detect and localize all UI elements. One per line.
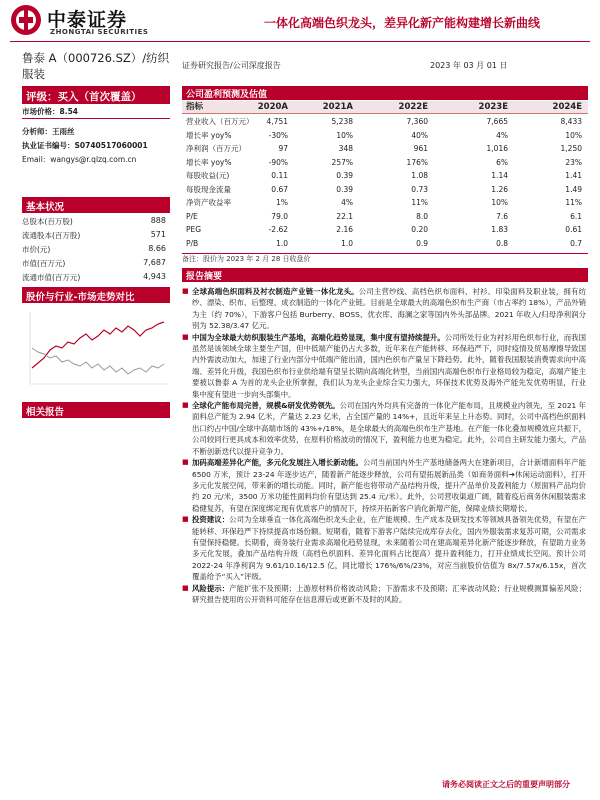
index-line: [32, 348, 164, 374]
bullet-lead: 投资建议：: [192, 515, 230, 525]
bullet-text: 公司当前国内外生产基地储备两大在建新项目，合计新增面料年产能 6500 万米，预计 23-24 年逐步达产，随着新产能逐步释放，公司有望拓展新品类（如商务面料➔休闲运动面料），打开多元化发展空间，带来新的增长动能。同时，新产能也将带动产品结构升级，提升产品单价及盈利能力（原面料产品均价约 20 元/米，3500 万米功能性面料均价有望达到 25.4 元/米）。此外，公司营收渠道广阔，随着疫后商务休闲服装需求稳健复苏，有望在深度绑定现有优质客户的情况下，持续开拓新客户消化新增产能，保障业绩长期增长。: [192, 458, 586, 513]
company-logo: [10, 4, 200, 38]
table-cell: 1%: [276, 198, 288, 207]
stock-price-line: [32, 322, 164, 368]
table-cell: 6%: [496, 157, 508, 167]
report-headline: 一体化高端色织龙头，差异化新产能构建增长新曲线: [263, 16, 540, 30]
table-cell: 11%: [565, 198, 582, 207]
basic-row: [22, 244, 170, 255]
table-row: [182, 157, 588, 168]
row-label: 净资产收益率: [186, 198, 231, 207]
header-cell: 指标: [186, 102, 204, 112]
table-cell: 4,751: [266, 117, 288, 126]
row-label: 增长率 yoy%: [186, 157, 232, 167]
table-cell: 1.26: [491, 184, 508, 194]
summary-bullet: [182, 332, 586, 400]
table-cell: 11%: [411, 198, 428, 207]
table-cell: 2.16: [336, 225, 353, 234]
table-row: [182, 211, 588, 222]
table-cell: 0.7: [570, 238, 582, 248]
basic-row: [22, 230, 170, 241]
logo-text-en: ZHONGTAI SECURITIES: [50, 28, 149, 36]
sidebar: [22, 50, 170, 418]
row-label: 净利润（百万元）: [186, 144, 246, 153]
table-cell: 1.14: [491, 171, 508, 180]
table-cell: 6.1: [570, 211, 582, 221]
table-cell: 0.11: [271, 171, 288, 180]
table-cell: 0.67: [271, 184, 288, 194]
table-cell: 257%: [331, 157, 353, 167]
table-cell: 8,433: [560, 117, 582, 126]
row-label: P/E: [186, 211, 198, 221]
bullet-lead: 全球化产能布局完善，规模&研发优势领先。: [192, 401, 340, 411]
basic-label: 流通股本(百万股): [22, 231, 81, 240]
table-cell: 176%: [406, 157, 428, 167]
table-cell: 10%: [565, 130, 582, 140]
bullet-text: 公司在国内外均具有完备的一体化产能布局，且规模业内领先，至 2021 年面料总产能为 2.94 亿米，产量达 2.23 亿米，占全国产量的 14%+，且近年来呈上升态势。同时，公司中高档色织面料出口约占中国/全球中高端市场的 43%+/18%，是全球最大的高端色织布生产基地。在产能一体化叠加规模效应共振下，公司较同行更具成本和效率优势，在原料价格波动的情况下，盈利能力也更为稳定。此外，公司自主研发能力强大，产品不断创新迭代以提升竞争力。: [192, 401, 587, 456]
row-label: 每股现金流量: [186, 184, 231, 194]
basic-label: 总股本(百万股): [22, 217, 73, 226]
basic-label: 市价(元): [22, 245, 51, 254]
summary-bullet: [182, 583, 586, 606]
forecast-table-header: [182, 101, 588, 114]
related-reports-title: 相关报告: [22, 402, 170, 418]
table-cell: 0.73: [411, 184, 428, 194]
header-cell: 2022E: [398, 102, 428, 112]
table-cell: 0.39: [336, 171, 353, 180]
table-cell: 7,665: [486, 117, 508, 126]
basic-row: [22, 258, 170, 269]
basic-value: 571: [150, 230, 166, 239]
table-cell: 348: [338, 144, 353, 153]
table-cell: 0.39: [336, 184, 353, 194]
table-cell: 1,016: [486, 144, 508, 153]
header-cell: 2021A: [322, 102, 353, 112]
document-type: 证券研究报告/公司深度报告: [182, 61, 281, 70]
table-row: [182, 170, 588, 181]
basic-value: 7,687: [143, 258, 166, 267]
table-cell: -90%: [268, 157, 288, 167]
report-date: 2023 年 03 月 01 日: [430, 61, 508, 70]
page-header: [0, 0, 600, 42]
row-label: 增长率 yoy%: [186, 130, 232, 140]
table-cell: 1.0: [276, 238, 288, 248]
summary-bullet: [182, 457, 586, 514]
logo-text-cn: 中泰证券: [47, 9, 128, 31]
table-cell: -2.62: [268, 225, 288, 234]
table-cell: 0.9: [416, 238, 428, 248]
basic-value: 888: [150, 216, 166, 225]
table-cell: 4%: [341, 198, 353, 207]
market-price: 市场价格：8.54: [22, 107, 79, 116]
table-cell: 40%: [411, 130, 428, 140]
table-cell: 0.8: [496, 238, 508, 248]
table-cell: 961: [413, 144, 428, 153]
table-cell: 5,238: [331, 117, 353, 126]
bullet-lead: 全球高端色织面料及衬衣制造产业链一体化龙头。: [192, 287, 359, 296]
table-cell: 0.61: [565, 225, 582, 234]
forecast-table-title: 公司盈利预测及估值: [182, 86, 588, 100]
row-label: 每股收益(元): [186, 171, 230, 180]
table-cell: 22.1: [336, 211, 353, 221]
table-cell: 7,360: [406, 117, 428, 126]
table-row: [182, 143, 588, 154]
table-row: [182, 197, 588, 208]
table-row: [182, 184, 588, 195]
basic-value: 8.66: [148, 244, 166, 253]
basic-row: [22, 272, 170, 283]
basic-row: [22, 216, 170, 227]
summary-bullet: [182, 286, 586, 332]
footer-disclaimer: 请务必阅读正文之后的重要声明部分: [442, 780, 570, 789]
table-cell: 0.20: [411, 225, 428, 234]
summary-bullets: [182, 286, 586, 605]
row-label: 营业收入（百万元）: [186, 117, 254, 126]
bullet-text: 公司所处行业为衬衫用色织布行业，而我国虽然是该领域全球主要生产国，但中低端产能仍占大多数，近年来在产能转移、环保趋严下，同时疫情及贸易摩擦导致国内外需波动加大，加速了行业内部分中低端产能出清，国内色织布产量呈下降趋势。此外，随着我国服装消费需求向中高端、差异化升级，我国色织布行业供给端有望呈长期向高端化转型，当前国内高端色织布行业格局较为稳定，高端产能主要被以鲁泰 A 为首的龙头企业所掌握，我们认为龙头企业综合实力强大，环保技术优势及海外产能先发优势明显，行业集中度有望进一步向头部集中。: [192, 332, 586, 399]
table-note: 备注：股价为 2023 年 2 月 28 日收盘价: [182, 255, 311, 263]
table-row: [182, 116, 588, 127]
bullet-text: 公司为全球垂直一体化高端色织龙头企业，在产能规模、生产成本及研发技术等领域具备领先优势，有望在产能转移、环保趋严下持续提高市场份额。短期看，随着下游客户陆续完成库存去化，国内外服装需求复苏可期，公司需求有望保持稳健。长期看，商务装行业需求高端化趋势显现，未来随着公司在建高端差异化新产能逐步释放，有望助力业务多元化发展，叠加产品结构升级（高档色织面料、差异化面料占比提高）提升盈利能力，打开业绩成长空间。预计公司 2022-24 年净利润为 9.61/10.16/12.5 亿，同比增长 176%/6%/23%，对应当前股价估值为 8x/7.57x/6.15x，首次覆盖给予“买入”评级。: [192, 515, 586, 582]
header-divider: [10, 41, 590, 42]
row-label: PEG: [186, 225, 202, 234]
table-row: [182, 224, 588, 235]
header-cell: 2023E: [478, 102, 508, 112]
bullet-text: 公司主营纱线、高档色织布面料、衬衫、印染面料及职业装，拥有纺纱、漂染、织布、后整理、成衣制造的一体化产业链。目前是全球最大的高端色织布生产商（市占率约 18%），产品外销为主（约 70%），下游客户包括 Burberry、BOSS、优衣库、海澜之家等国内外头部品牌。2021 年收入/归母净利润分别为 52.38/3.47 亿元。: [192, 287, 586, 331]
basic-label: 市值(百万元): [22, 259, 66, 268]
table-cell: 79.0: [271, 211, 288, 221]
header-cell: 2024E: [552, 102, 582, 112]
basic-label: 流通市值(百万元): [22, 273, 81, 282]
zhongtai-logo-icon: [10, 4, 42, 36]
table-cell: 10%: [336, 130, 353, 140]
bullet-lead: 中国为全球最大纺织服装生产基地，高端化趋势显现，集中度有望持续提升。: [192, 332, 445, 342]
sidebar-divider: [22, 118, 170, 119]
table-cell: 4%: [496, 130, 508, 140]
table-cell: 23%: [565, 157, 582, 167]
summary-title: 报告摘要: [182, 268, 588, 282]
table-row: [182, 130, 588, 141]
row-label: P/B: [186, 238, 199, 248]
basic-value: 4,943: [143, 272, 166, 281]
table-cell: 1.83: [491, 225, 508, 234]
analyst-email[interactable]: Email：wangys@r.qlzq.com.cn: [22, 155, 137, 164]
company-name-line1: 鲁泰 A（000726.SZ）/纺织: [22, 51, 170, 65]
header-cell: 2020A: [257, 102, 288, 112]
table-cell: 1,250: [560, 144, 582, 153]
table-cell: 8.0: [416, 211, 428, 221]
rating-badge: 评级：买入（首次覆盖）: [22, 86, 170, 104]
bullet-lead: 加码高端差异化产能，多元化发展注入增长新动能。: [192, 458, 363, 468]
bullet-text: 产能扩张不及预期；上游原材料价格波动风险；下游需求不及预期；汇率波动风险；行业规模测算偏差风险；研究报告使用的公开资料可能存在信息滞后或更新不及时的风险。: [192, 583, 586, 604]
summary-bullet: [182, 400, 586, 457]
analyst-cert: 执业证书编号：S0740517060001: [22, 141, 148, 150]
table-cell: -30%: [268, 130, 288, 140]
trend-title: 股价与行业-市场走势对比: [22, 287, 170, 303]
company-name: [22, 50, 170, 82]
table-cell: 1.49: [565, 184, 582, 194]
summary-bullet: [182, 514, 586, 582]
analyst-name: 分析师：王雨丝: [22, 127, 75, 136]
table-cell: 97: [278, 144, 288, 153]
table-cell: 1.41: [565, 171, 582, 180]
table-cell: 7.6: [496, 211, 508, 221]
bullet-lead: 风险提示：: [192, 583, 230, 593]
table-cell: 1.0: [341, 238, 353, 248]
company-name-line2: 服装: [22, 67, 45, 81]
basic-info-title: 基本状况: [22, 197, 170, 213]
table-row: [182, 238, 588, 249]
table-cell: 10%: [491, 198, 508, 207]
price-trend-chart: [22, 308, 170, 388]
table-cell: 1.08: [411, 171, 428, 180]
